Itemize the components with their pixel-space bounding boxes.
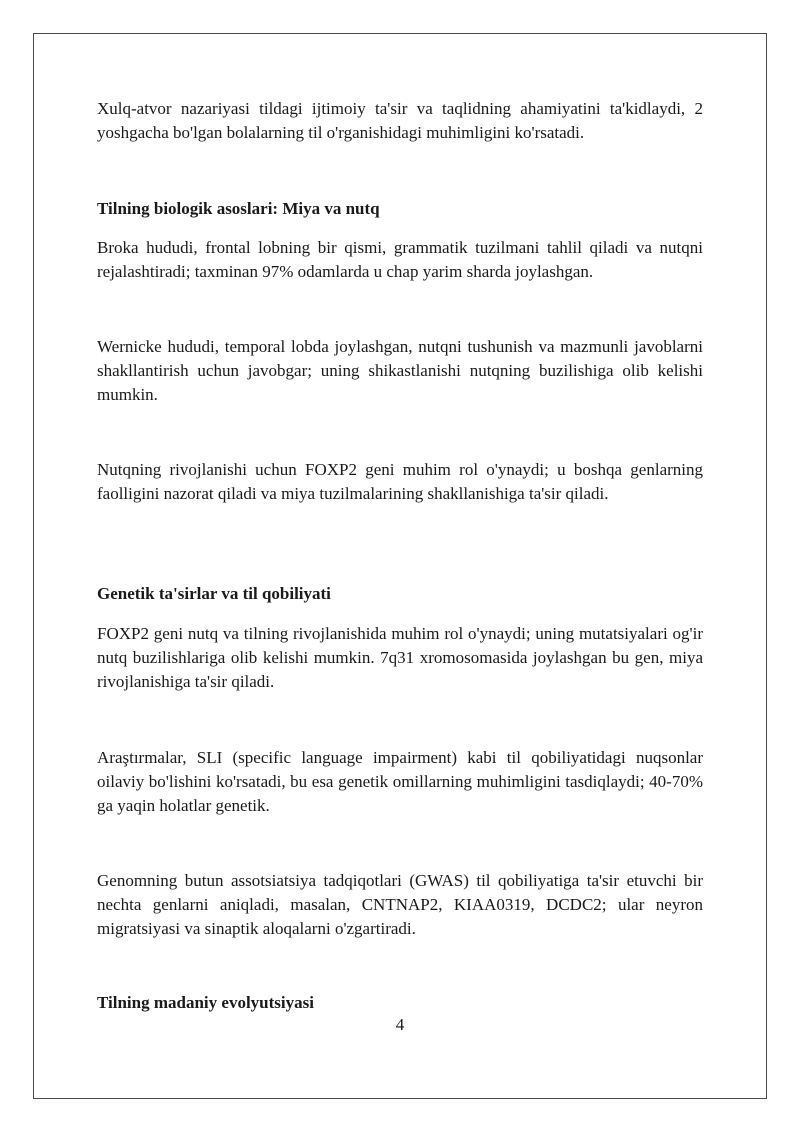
paragraph-behaviorism: Xulq-atvor nazariyasi tildagi ijtimoiy ta'sir va taqlidning ahamiyatini ta'kidlaydi, 2 yoshgacha bo'lgan bolalarning til o'rganishidagi muhimligini ko'rsatadi. xyxy=(97,99,703,142)
paragraph-sli-research: Araştırmalar, SLI (specific language impairment) kabi til qobiliyatidagi nuqsonlar oilaviy bo'lishini ko'rsatadi, bu esa genetik omillarning muhimligini tasdiqlaydi; 40-70% ga yaqin holatlar genetik. xyxy=(97,748,703,815)
paragraph-foxp2-mutations: FOXP2 geni nutq va tilning rivojlanishida muhim rol o'ynaydi; uning mutatsiyalari og'ir nutq buzilishlariga olib kelishi mumkin. 7q31 xromosomasida joylashgan bu gen, miya rivojlanishiga ta'sir qiladi. xyxy=(97,624,703,691)
paragraph-gwas: Genomning butun assotsiatsiya tadqiqotlari (GWAS) til qobiliyatiga ta'sir etuvchi bir nechta genlarni aniqladi, masalan, CNTNAP2, KIAA0319, DCDC2; ular neyron migratsiyasi va sinaptik aloqalarni o'zgartiradi. xyxy=(97,871,703,938)
paragraph-wernicke-area: Wernicke hududi, temporal lobda joylashgan, nutqni tushunish va mazmunli javoblarni shakllantirish uchun javobgar; uning shikastlanishi nutqning buzilishiga olib kelishi mumkin. xyxy=(97,337,703,404)
paragraph-broca-area: Broka hududi, frontal lobning bir qismi, grammatik tuzilmani tahlil qiladi va nutqni rejalashtiradi; taxminan 97% odamlarda u chap yarim sharda joylashgan. xyxy=(97,238,703,281)
paragraph-foxp2-development: Nutqning rivojlanishi uchun FOXP2 geni muhim rol o'ynaydi; u boshqa genlarning faolligini nazorat qiladi va miya tuzilmalarining shakllanishiga ta'sir qiladi. xyxy=(97,460,703,503)
heading-biological-basis: Tilning biologik asoslari: Miya va nutq xyxy=(97,199,380,218)
heading-cultural-evolution: Tilning madaniy evolyutsiyasi xyxy=(97,993,314,1012)
heading-genetic-influences: Genetik ta'sirlar va til qobiliyati xyxy=(97,584,331,603)
page-number: 4 xyxy=(395,1015,405,1034)
